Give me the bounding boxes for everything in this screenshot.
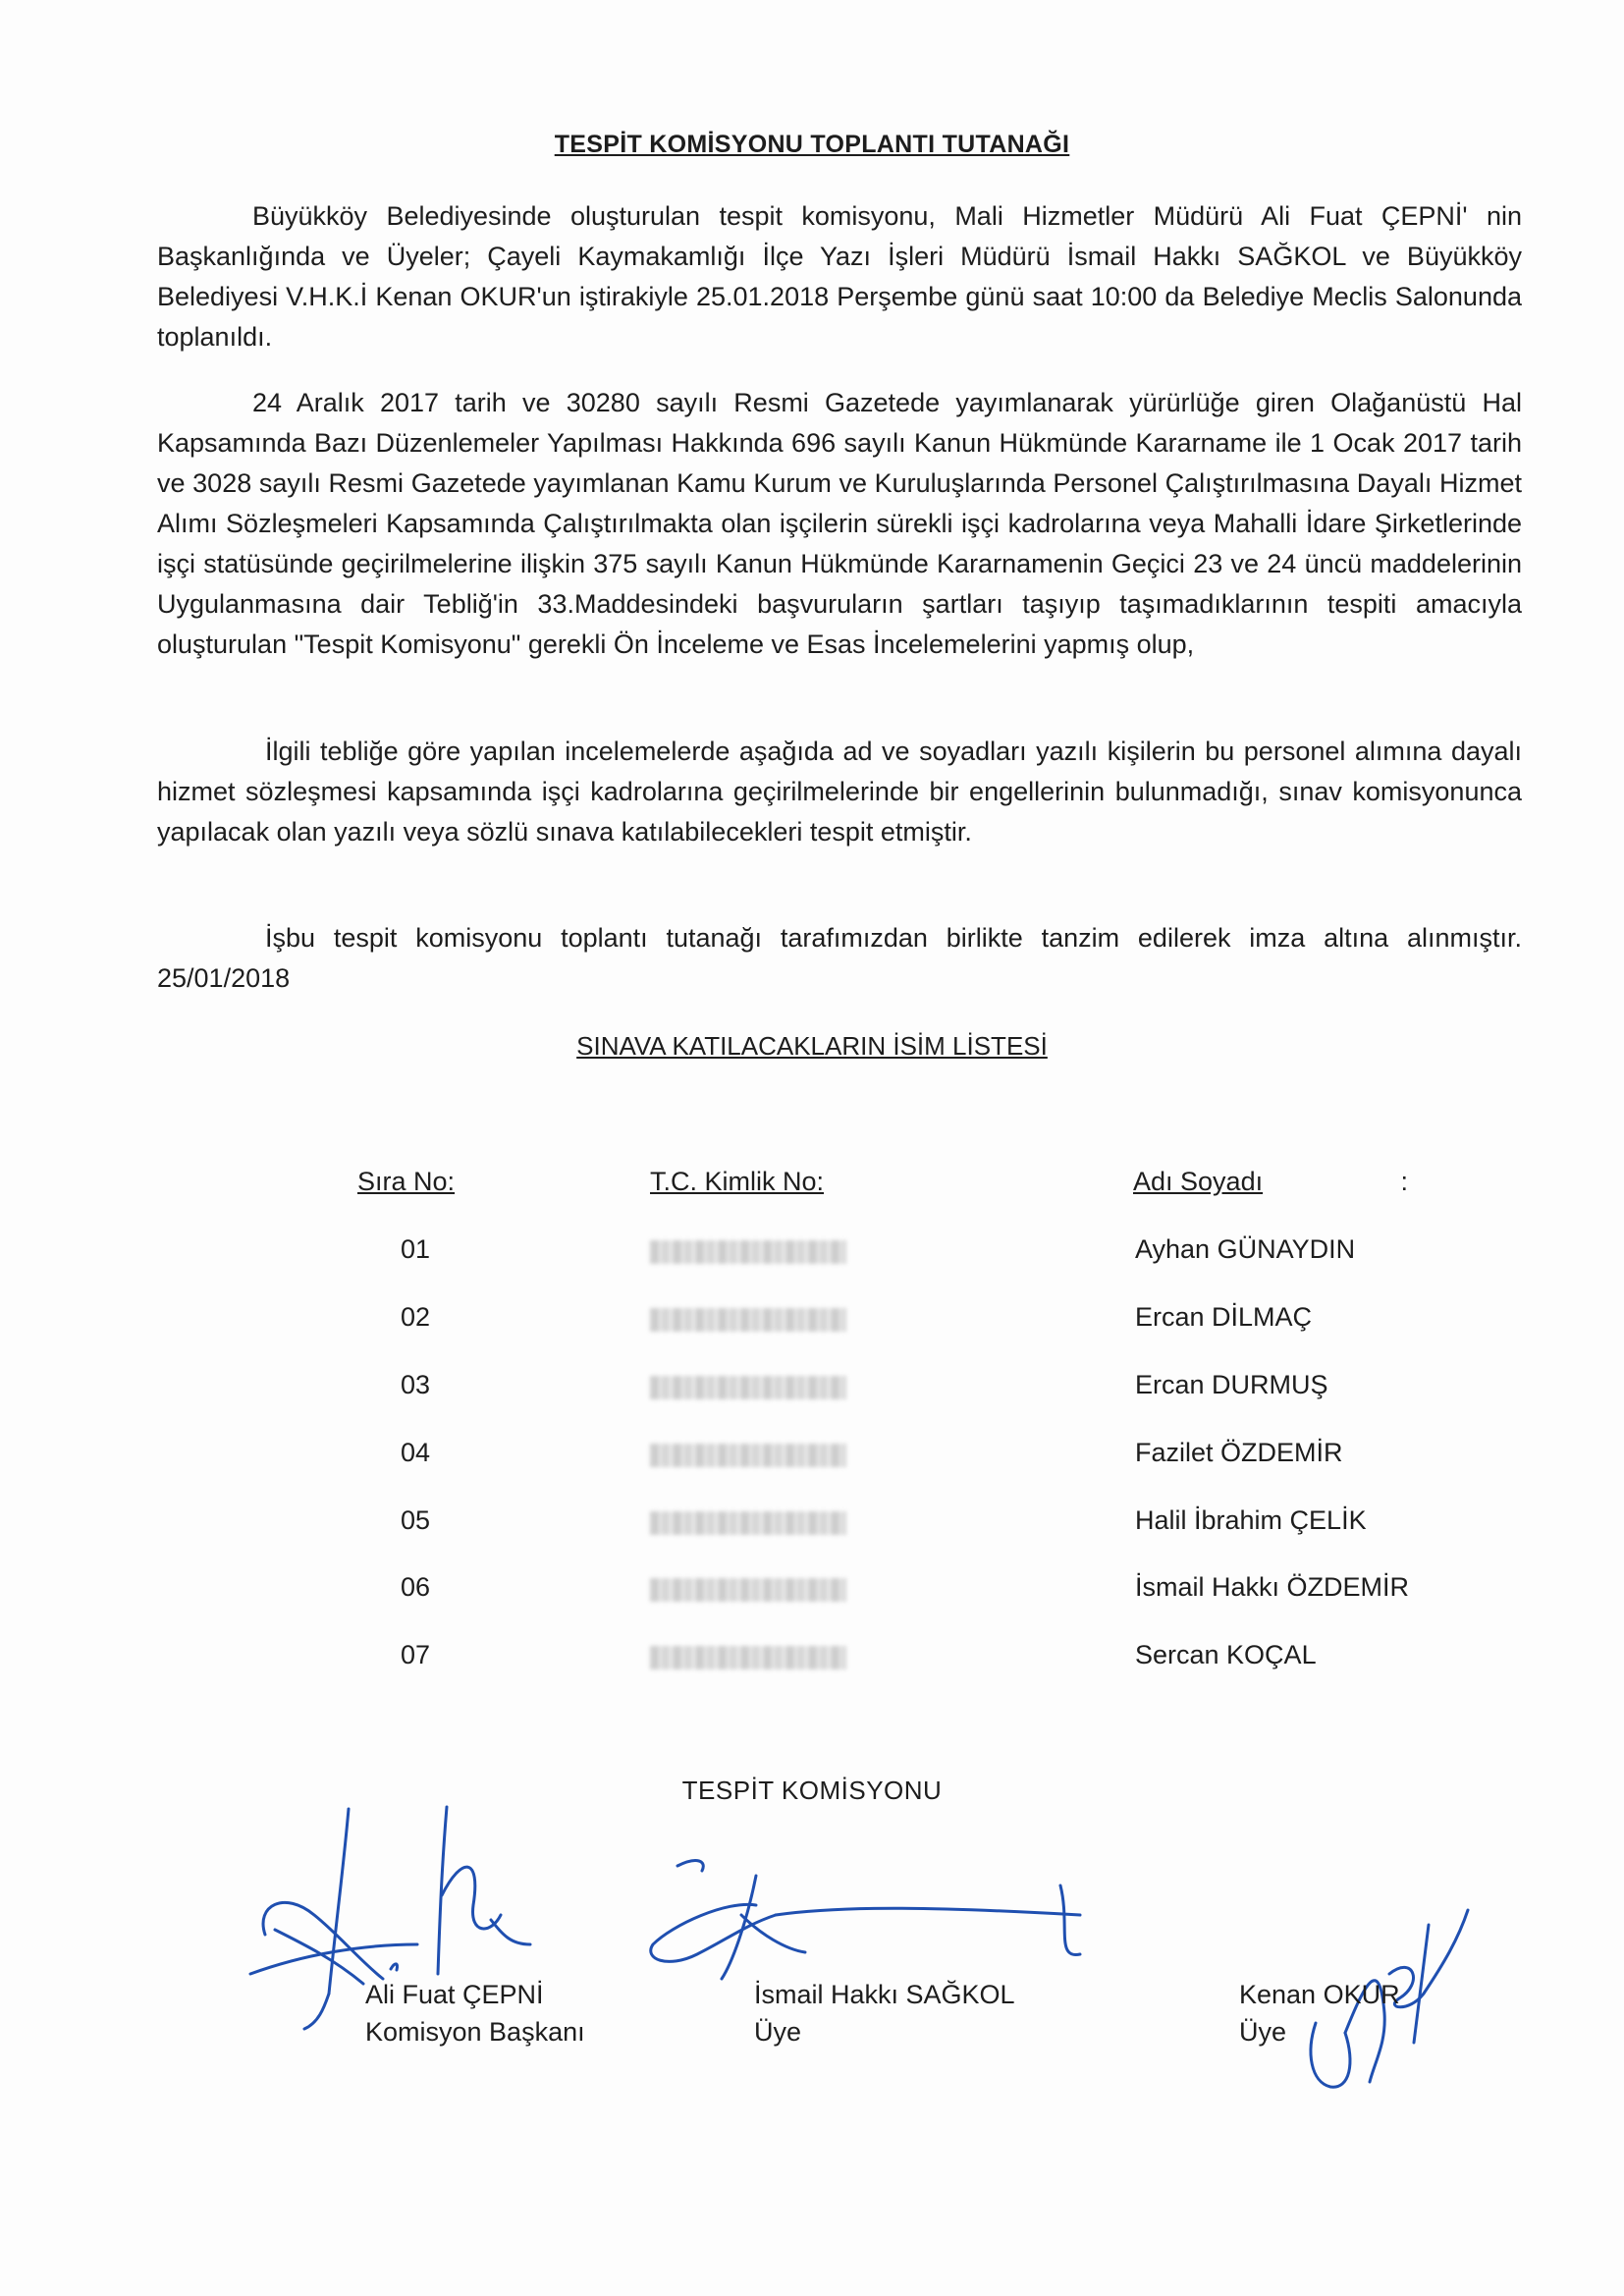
table-row xyxy=(0,1572,1624,1612)
redacted-id xyxy=(650,1578,846,1602)
committee-heading: TESPİT KOMİSYONU xyxy=(681,1776,943,1805)
column-header-ad xyxy=(1133,1167,1408,1197)
row-number: 06 xyxy=(401,1572,431,1602)
row-number: 05 xyxy=(401,1505,431,1535)
row-name: Ercan DURMUŞ xyxy=(1135,1370,1328,1399)
signatory-name: Ali Fuat ÇEPNİ xyxy=(365,1980,544,2009)
column-header-ad-label: Adı Soyadı xyxy=(1133,1167,1264,1196)
table-row xyxy=(0,1234,1624,1274)
signatory-chairman xyxy=(365,1976,585,2050)
redacted-id xyxy=(650,1646,846,1669)
signatory-name: İsmail Hakkı SAĞKOL xyxy=(754,1980,1015,2009)
paragraph-legal-basis: 24 Aralık 2017 tarih ve 30280 sayılı Resmi Gazetede yayımlanarak yürürlüğe giren Olağanüstü Hal Kapsamında Bazı Düzenlemeler Yapılması Hakkında 696 sayılı Kanun Hükmünde Kararname ile 1 Ocak 2017 tarih ve 3028 sayılı Resmi Gazetede yayımlanan Kamu Kurum ve Kuruluşlarında Personel Çalıştırılmasına Dayalı Hizmet Alımı Sözleşmeleri Kapsamında Çalıştırılmakta olan işçilerin sürekli işçi kadrolarına veya Mahalli İdare Şirketlerinde işçi statüsünde geçirilmelerine ilişkin 375 sayılı Kanun Hükmünde Kararnamenin Geçici 23 ve 24 üncü maddelerinin Uygulanmasına dair Tebliğ'in 33.Maddesindeki başvuruların şartları taşıyıp taşımadıklarının tespiti amacıyla oluşturulan "Tespit Komisyonu" gerekli Ön İnceleme ve Esas İncelemelerini yapmış olup, xyxy=(157,388,1522,659)
signatory-role: Üye xyxy=(754,2017,802,2047)
list-title: SINAVA KATILACAKLARIN İSİM LİSTESİ xyxy=(576,1031,1048,1061)
row-number: 01 xyxy=(401,1234,431,1264)
redacted-id xyxy=(650,1511,846,1535)
document-title: TESPİT KOMİSYONU TOPLANTI TUTANAĞI xyxy=(554,131,1070,158)
row-number: 02 xyxy=(401,1302,431,1332)
row-name: Sercan KOÇAL xyxy=(1135,1640,1317,1669)
row-name: Ayhan GÜNAYDIN xyxy=(1135,1234,1356,1264)
paragraph-meeting-intro: Büyükköy Belediyesinde oluşturulan tespit komisyonu, Mali Hizmetler Müdürü Ali Fuat ÇEPNİ' nin Başkanlığında ve Üyeler; Çayeli Kaymakamlığı İlçe Yazı İşleri Müdürü İsmail Hakkı SAĞKOL ve Büyükköy Belediyesi V.H.K.İ Kenan OKUR'un iştirakiyle 25.01.2018 Perşembe günü saat 10:00 da Belediye Meclis Salonunda toplanıldı. xyxy=(157,201,1522,352)
redacted-id xyxy=(650,1444,846,1467)
row-name: Fazilet ÖZDEMİR xyxy=(1135,1438,1343,1467)
paragraph-closing: İşbu tespit komisyonu toplantı tutanağı tarafımızdan birlikte tanzim edilerek imza altına alınmıştır. 25/01/2018 xyxy=(157,923,1522,993)
table-row xyxy=(0,1370,1624,1409)
table-row xyxy=(0,1505,1624,1545)
redacted-id xyxy=(650,1240,846,1264)
column-header-sira: Sıra No: xyxy=(357,1167,456,1196)
row-number: 04 xyxy=(401,1438,431,1467)
table-row xyxy=(0,1302,1624,1341)
signatory-member-1 xyxy=(754,1976,1015,2050)
signatory-role: Üye xyxy=(1239,2017,1287,2047)
table-row xyxy=(0,1640,1624,1679)
row-name: Halil İbrahim ÇELİK xyxy=(1135,1505,1367,1535)
row-name: Ercan DİLMAÇ xyxy=(1135,1302,1313,1332)
column-header-tc: T.C. Kimlik No: xyxy=(650,1167,825,1196)
row-number: 07 xyxy=(401,1640,431,1669)
redacted-id xyxy=(650,1308,846,1332)
row-name: İsmail Hakkı ÖZDEMİR xyxy=(1135,1572,1410,1602)
row-number: 03 xyxy=(401,1370,431,1399)
redacted-id xyxy=(650,1376,846,1399)
signatory-role: Komisyon Başkanı xyxy=(365,2017,585,2047)
table-row xyxy=(0,1438,1624,1477)
paragraph-findings: İlgili tebliğe göre yapılan incelemelerde aşağıda ad ve soyadları yazılı kişilerin bu personel alımına dayalı hizmet sözleşmesi kapsamında işçi kadrolarına geçirilmelerinde bir engellerinin bulunmadığı, sınav komisyonunca yapılacak olan yazılı veya sözlü sınava katılabilecekleri tespit etmiştir. xyxy=(157,737,1522,847)
signature-2-icon xyxy=(628,1846,1110,1994)
column-header-ad-colon: : xyxy=(1400,1167,1408,1196)
signatory-member-2 xyxy=(1239,1976,1400,2050)
signatory-name: Kenan OKUR xyxy=(1239,1980,1400,2009)
